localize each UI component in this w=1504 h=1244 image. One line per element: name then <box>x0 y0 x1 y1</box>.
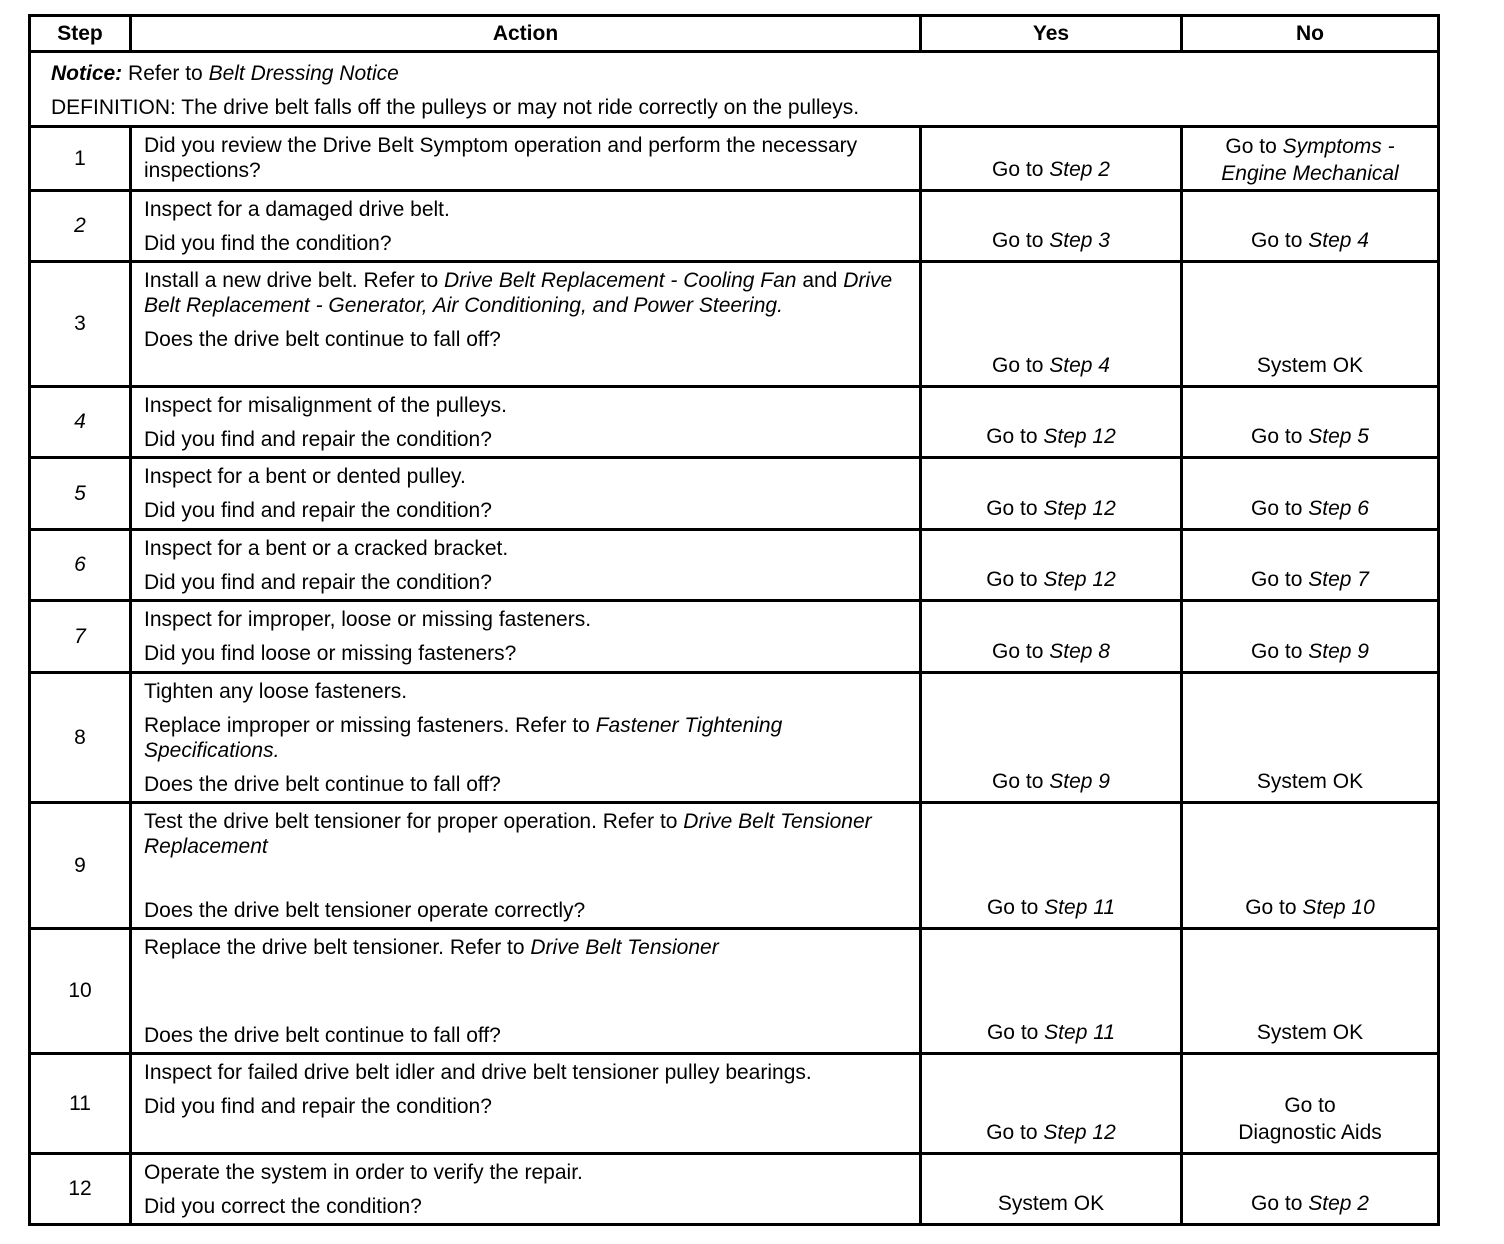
action-paragraph <box>144 197 909 222</box>
step-link: Step 10 <box>1302 896 1375 919</box>
action-text: Did you find and repair the condition? <box>144 1095 492 1118</box>
table-row <box>30 127 1439 191</box>
action-paragraph <box>144 133 909 183</box>
action-text: Did you find the condition? <box>144 232 392 255</box>
yes-outcome-text <box>922 1119 1180 1146</box>
action-text: Operate the system in order to verify the repair. <box>144 1161 583 1184</box>
action-paragraph <box>144 679 909 704</box>
action-text: Did you review the Drive Belt Symptom operation and perform the necessary inspections? <box>144 134 858 182</box>
outcome-text: Go to <box>986 1021 1045 1044</box>
step-link: Step 9 <box>1049 770 1110 793</box>
step-link: Step 11 <box>1044 1021 1116 1044</box>
yes-outcome <box>921 127 1182 191</box>
no-outcome <box>1182 601 1439 673</box>
notice-reference: Belt Dressing Notice <box>208 62 399 85</box>
yes-outcome-text <box>922 495 1180 522</box>
reference-text: Drive Belt Replacement - Cooling Fan <box>443 269 797 292</box>
action-text: Did you find loose or missing fasteners? <box>144 642 517 665</box>
step-link: Step 9 <box>1308 640 1369 663</box>
table-row <box>30 1054 1439 1154</box>
table-row <box>30 803 1439 929</box>
table-row <box>30 191 1439 262</box>
outcome-text: Go to <box>992 640 1050 663</box>
no-outcome-text <box>1183 227 1437 254</box>
outcome-text: Go to <box>1251 640 1309 663</box>
header-action: Action <box>131 16 921 52</box>
outcome-text: System OK <box>1256 1021 1364 1044</box>
notice-line <box>51 57 1437 91</box>
step-link: Step 7 <box>1308 568 1369 591</box>
step-link: Step 11 <box>1044 896 1116 919</box>
step-link: Step 4 <box>1049 354 1110 377</box>
yes-outcome <box>921 530 1182 601</box>
reference-text: Drive Belt Tensioner <box>530 936 719 959</box>
action-paragraph <box>144 393 909 418</box>
step-number: 1 <box>30 127 131 191</box>
step-link: Step 12 <box>1043 425 1116 448</box>
yes-outcome <box>921 929 1182 1054</box>
action-text: and <box>796 269 844 292</box>
action-text: Does the drive belt continue to fall off? <box>144 328 501 351</box>
yes-outcome <box>921 458 1182 530</box>
step-number: 4 <box>30 387 131 458</box>
no-outcome <box>1182 191 1439 262</box>
action-paragraph <box>144 641 909 666</box>
outcome-text: Go to <box>1251 1192 1309 1215</box>
reference-text: Drive Belt Replacement - Generator, Air Conditioning, and Power Steering. <box>144 269 893 317</box>
action-paragraph <box>144 498 909 523</box>
action-cell <box>131 803 921 929</box>
step-number: 8 <box>30 673 131 803</box>
step-number: 10 <box>30 929 131 1054</box>
step-link: Symptoms - Engine Mechanical <box>1221 135 1399 185</box>
no-outcome <box>1182 458 1439 530</box>
action-text: Does the drive belt tensioner operate correctly? <box>144 899 586 922</box>
outcome-text: Go to <box>986 568 1044 591</box>
step-link: Step 12 <box>1043 497 1116 520</box>
yes-outcome-text <box>922 894 1180 921</box>
outcome-text: Go to <box>992 354 1050 377</box>
action-paragraph <box>144 713 909 763</box>
yes-outcome-text <box>922 352 1180 379</box>
action-paragraph <box>144 427 909 452</box>
action-text: Inspect for failed drive belt idler and drive belt tensioner pulley bearings. <box>144 1061 812 1084</box>
no-outcome-text <box>1183 1092 1437 1146</box>
action-text: Install a new drive belt. Refer to <box>144 269 444 292</box>
action-paragraph <box>144 464 909 489</box>
header-step: Step <box>30 16 131 52</box>
yes-outcome <box>921 191 1182 262</box>
table-row <box>30 387 1439 458</box>
notice-text: Refer to <box>122 62 209 85</box>
no-outcome <box>1182 530 1439 601</box>
action-text: Test the drive belt tensioner for proper operation. Refer to <box>144 810 684 833</box>
no-outcome <box>1182 387 1439 458</box>
outcome-text: Go to <box>986 896 1045 919</box>
table-row <box>30 929 1439 1054</box>
outcome-text: System OK <box>997 1192 1105 1215</box>
action-paragraph <box>144 809 909 859</box>
outcome-text: Go to <box>992 229 1050 252</box>
outcome-text: Go to <box>992 158 1050 181</box>
outcome-text: Go to <box>992 770 1050 793</box>
table-row <box>30 262 1439 387</box>
action-cell <box>131 530 921 601</box>
outcome-text: System OK <box>1256 770 1364 793</box>
action-text: Tighten any loose fasteners. <box>144 680 408 703</box>
yes-outcome-text <box>922 227 1180 254</box>
action-paragraph <box>144 898 585 923</box>
notice-cell <box>30 52 1439 127</box>
yes-outcome <box>921 1054 1182 1154</box>
action-cell <box>131 601 921 673</box>
action-paragraph <box>144 935 909 960</box>
action-text: Inspect for improper, loose or missing fasteners. <box>144 608 592 631</box>
no-outcome-text <box>1183 638 1437 665</box>
step-link: Step 12 <box>1043 1121 1116 1144</box>
outcome-text: Go to <box>1251 425 1309 448</box>
action-paragraph <box>144 327 909 352</box>
yes-outcome <box>921 1154 1182 1225</box>
action-cell <box>131 1154 921 1225</box>
yes-outcome <box>921 387 1182 458</box>
step-link: Step 8 <box>1049 640 1110 663</box>
action-text: Does the drive belt continue to fall off? <box>144 773 501 796</box>
action-paragraph <box>144 570 909 595</box>
header-row <box>30 16 1439 52</box>
action-paragraph <box>144 1060 909 1085</box>
step-number: 11 <box>30 1054 131 1154</box>
yes-outcome-text <box>922 423 1180 450</box>
step-number: 9 <box>30 803 131 929</box>
yes-outcome-text <box>922 566 1180 593</box>
reference-text: Fastener Tightening Specifications. <box>144 714 783 762</box>
no-outcome-text <box>1183 894 1437 921</box>
no-outcome-text <box>1183 768 1437 795</box>
outcome-text: Go to <box>1251 229 1309 252</box>
action-paragraph <box>144 268 909 318</box>
no-outcome <box>1182 262 1439 387</box>
yes-outcome <box>921 601 1182 673</box>
no-outcome <box>1182 127 1439 191</box>
outcome-text: Go to <box>986 425 1044 448</box>
action-cell <box>131 1054 921 1154</box>
no-outcome-text <box>1183 133 1437 187</box>
action-text: Inspect for a bent or a cracked bracket. <box>144 537 509 560</box>
step-number: 5 <box>30 458 131 530</box>
action-cell <box>131 929 921 1054</box>
notice-label: Notice: <box>51 62 123 85</box>
outcome-text: Go to <box>1225 135 1283 158</box>
step-link: Step 2 <box>1308 1192 1369 1215</box>
action-text: Inspect for a damaged drive belt. <box>144 198 450 221</box>
table-row <box>30 1154 1439 1225</box>
action-text: Did you find and repair the condition? <box>144 428 492 451</box>
step-link: Step 2 <box>1049 158 1110 181</box>
yes-outcome-text <box>922 638 1180 665</box>
no-outcome-text <box>1183 423 1437 450</box>
no-outcome-text <box>1183 352 1437 379</box>
table-row <box>30 530 1439 601</box>
step-number: 6 <box>30 530 131 601</box>
action-text: Replace the drive belt tensioner. Refer to <box>144 936 531 959</box>
no-outcome <box>1182 1154 1439 1225</box>
no-outcome-text <box>1183 1190 1437 1217</box>
step-link: Step 4 <box>1308 229 1369 252</box>
outcome-text: Go to <box>986 1121 1044 1144</box>
yes-outcome <box>921 262 1182 387</box>
definition-text: DEFINITION: The drive belt falls off the pulleys or may not ride correctly on the pulleys. <box>51 96 860 119</box>
action-cell <box>131 387 921 458</box>
action-text: Did you find and repair the condition? <box>144 571 492 594</box>
action-text: Replace improper or missing fasteners. Refer to <box>144 714 596 737</box>
action-cell <box>131 191 921 262</box>
step-link: Step 12 <box>1043 568 1116 591</box>
table-row <box>30 601 1439 673</box>
step-link: Step 6 <box>1308 497 1369 520</box>
action-text: Did you find and repair the condition? <box>144 499 492 522</box>
outcome-text: Go to Diagnostic Aids <box>1238 1094 1382 1144</box>
outcome-text: Go to <box>986 497 1044 520</box>
action-paragraph <box>144 536 909 561</box>
action-text: Inspect for a bent or dented pulley. <box>144 465 466 488</box>
action-paragraph <box>144 1023 501 1048</box>
action-paragraph <box>144 772 909 797</box>
no-outcome-text <box>1183 1019 1437 1046</box>
action-cell <box>131 673 921 803</box>
outcome-text: Go to <box>1251 568 1309 591</box>
table-row <box>30 673 1439 803</box>
diagnostic-table <box>28 14 1440 1226</box>
outcome-text: Go to <box>1251 497 1309 520</box>
no-outcome-text <box>1183 495 1437 522</box>
step-number: 12 <box>30 1154 131 1225</box>
action-paragraph <box>144 231 909 256</box>
no-outcome <box>1182 803 1439 929</box>
notice-row <box>30 52 1439 127</box>
action-paragraph <box>144 1160 909 1185</box>
reference-text: Drive Belt Tensioner Replacement <box>144 810 872 858</box>
yes-outcome <box>921 803 1182 929</box>
action-paragraph <box>144 1194 909 1219</box>
action-cell <box>131 127 921 191</box>
action-cell <box>131 262 921 387</box>
action-paragraph <box>144 1094 909 1119</box>
yes-outcome <box>921 673 1182 803</box>
yes-outcome-text <box>922 1190 1180 1217</box>
action-cell <box>131 458 921 530</box>
header-no: No <box>1182 16 1439 52</box>
action-text: Does the drive belt continue to fall off? <box>144 1024 501 1047</box>
step-link: Step 3 <box>1049 229 1110 252</box>
step-number: 7 <box>30 601 131 673</box>
step-number: 3 <box>30 262 131 387</box>
action-text: Inspect for misalignment of the pulleys. <box>144 394 508 417</box>
action-paragraph <box>144 607 909 632</box>
no-outcome <box>1182 929 1439 1054</box>
action-text: Did you correct the condition? <box>144 1195 422 1218</box>
no-outcome-text <box>1183 566 1437 593</box>
no-outcome <box>1182 673 1439 803</box>
outcome-text: System OK <box>1256 354 1364 377</box>
header-yes: Yes <box>921 16 1182 52</box>
yes-outcome-text <box>922 1019 1180 1046</box>
step-number: 2 <box>30 191 131 262</box>
table-row <box>30 458 1439 530</box>
outcome-text: Go to <box>1245 896 1303 919</box>
yes-outcome-text <box>922 156 1180 183</box>
step-link: Step 5 <box>1308 425 1369 448</box>
no-outcome <box>1182 1054 1439 1154</box>
yes-outcome-text <box>922 768 1180 795</box>
